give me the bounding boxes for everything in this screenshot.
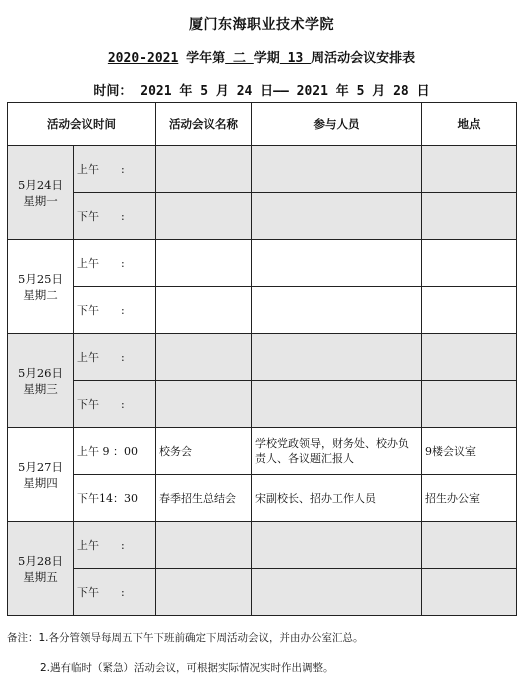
- meeting-name: [156, 193, 252, 240]
- location: 9楼会议室: [422, 428, 517, 475]
- slot-time: 上午 :: [74, 240, 156, 287]
- table-row: [8, 522, 517, 569]
- location: 招生办公室: [422, 475, 517, 522]
- meeting-name: [156, 287, 252, 334]
- day-cell: [8, 146, 74, 240]
- location: [422, 569, 517, 616]
- location: [422, 522, 517, 569]
- table-row: [8, 193, 517, 240]
- time-label: 时间：: [93, 84, 133, 99]
- title-end: 周活动会议安排表: [311, 51, 416, 66]
- meeting-name: 春季招生总结会: [156, 475, 252, 522]
- schedule-title: [0, 47, 523, 66]
- meeting-name: [156, 569, 252, 616]
- day-cell: [8, 334, 74, 428]
- participants: 学校党政领导，财务处、校办负责人、各议题汇报人: [252, 428, 422, 475]
- table-row: [8, 240, 517, 287]
- slot-time: 上午 :: [74, 522, 156, 569]
- slot-time: 下午 :: [74, 287, 156, 334]
- day-cell: [8, 240, 74, 334]
- slot-time: 下午14：30: [74, 475, 156, 522]
- table-row: [8, 475, 517, 522]
- participants: [252, 522, 422, 569]
- table-row: [8, 569, 517, 616]
- slot-time: 下午 :: [74, 569, 156, 616]
- slot-time: 上午 :: [74, 146, 156, 193]
- academic-year: 2020-2021: [107, 51, 179, 66]
- participants: [252, 334, 422, 381]
- day-date: 5月24日: [18, 177, 63, 192]
- participants: [252, 381, 422, 428]
- date-range: 2021 年 5 月 24 日—— 2021 年 5 月 28 日: [132, 84, 430, 99]
- col-header-name: 活动会议名称: [156, 103, 252, 146]
- day-weekday: 星期一: [23, 193, 58, 208]
- school-title: 厦门东海职业技术学院: [189, 17, 334, 33]
- year-suffix: 学年第: [178, 51, 226, 66]
- day-cell: [8, 522, 74, 616]
- note-2: 2.遇有临时（紧急）活动会议，可根据实际情况实时作出调整。: [40, 662, 334, 674]
- col-header-place: 地点: [422, 103, 517, 146]
- participants: [252, 146, 422, 193]
- day-weekday: 星期三: [23, 381, 58, 396]
- date-range-line: [0, 80, 523, 99]
- meeting-name: [156, 240, 252, 287]
- day-date: 5月28日: [18, 553, 63, 568]
- week-number: 13: [279, 51, 312, 66]
- slot-time: 下午 :: [74, 381, 156, 428]
- participants: [252, 569, 422, 616]
- location: [422, 287, 517, 334]
- day-weekday: 星期四: [23, 475, 58, 490]
- location: [422, 381, 517, 428]
- meeting-name: [156, 381, 252, 428]
- day-weekday: 星期二: [23, 287, 58, 302]
- slot-time: 下午 :: [74, 193, 156, 240]
- col-header-people: 参与人员: [252, 103, 422, 146]
- day-cell: [8, 428, 74, 522]
- col-header-time: 活动会议时间: [8, 103, 156, 146]
- slot-time: 上午 :: [74, 334, 156, 381]
- schedule-table: [7, 102, 517, 616]
- table-row: [8, 287, 517, 334]
- day-date: 5月25日: [18, 271, 63, 286]
- participants: [252, 193, 422, 240]
- semester: 二: [225, 51, 254, 66]
- table-row: [8, 428, 517, 475]
- table-row: [8, 146, 517, 193]
- location: [422, 146, 517, 193]
- table-row: [8, 334, 517, 381]
- meeting-name: [156, 334, 252, 381]
- day-weekday: 星期五: [23, 569, 58, 584]
- location: [422, 334, 517, 381]
- day-date: 5月26日: [18, 365, 63, 380]
- meeting-name: [156, 146, 252, 193]
- header-row: [8, 103, 517, 146]
- schedule-body: [8, 146, 517, 616]
- meeting-name: [156, 522, 252, 569]
- term-label: 学期: [253, 51, 280, 66]
- location: [422, 193, 517, 240]
- note-1: 备注：1.各分管领导每周五下午下班前确定下周活动会议，并由办公室汇总。: [7, 632, 364, 644]
- day-date: 5月27日: [18, 459, 63, 474]
- table-row: [8, 381, 517, 428]
- meeting-name: 校务会: [156, 428, 252, 475]
- slot-time: 上午 9 ：00: [74, 428, 156, 475]
- participants: [252, 240, 422, 287]
- location: [422, 240, 517, 287]
- participants: [252, 287, 422, 334]
- participants: 宋副校长、招办工作人员: [252, 475, 422, 522]
